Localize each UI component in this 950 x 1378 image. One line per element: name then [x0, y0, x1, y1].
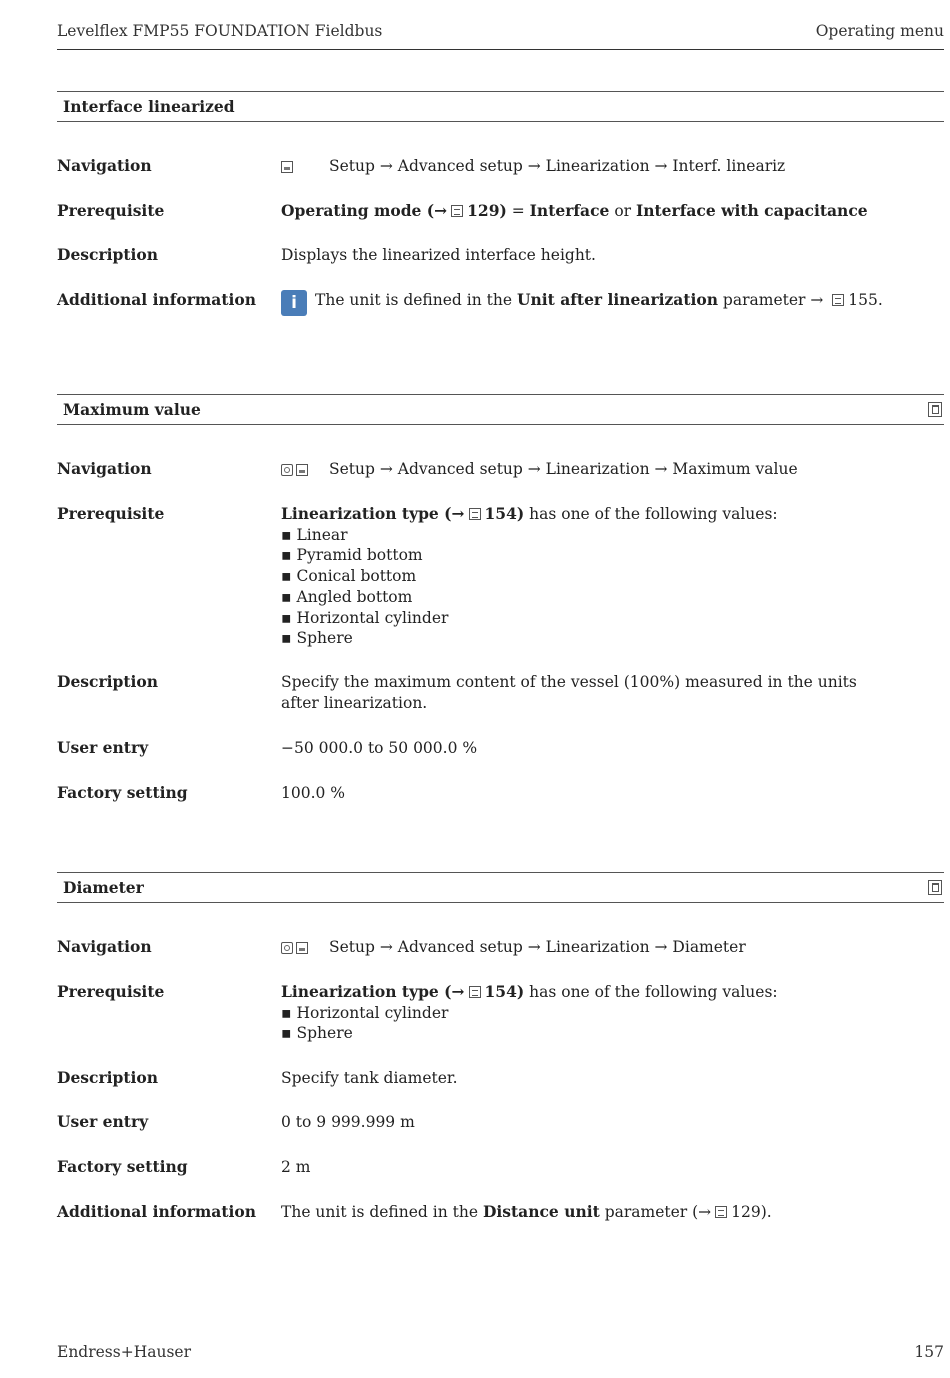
page-ref-icon: [715, 1206, 727, 1218]
display-icon: [296, 464, 308, 476]
list-item: ▪ Sphere: [281, 628, 944, 649]
display-icon: [281, 161, 293, 173]
lock-icon: [928, 880, 942, 895]
row-description: Description Specify tank diameter.: [57, 1068, 458, 1087]
section-maximum-value-title: Maximum value: [57, 394, 944, 425]
page-number: 157: [914, 1343, 944, 1361]
row-navigation: Navigation Setup → Advanced setup → Linearization → Maximum value: [57, 459, 798, 478]
section-interface-linearized-title: Interface linearized: [57, 91, 944, 122]
list-item: ▪ Pyramid bottom: [281, 545, 944, 566]
row-additional-info: Additional information i The unit is defined in the Unit after linearization parameter → 155.: [57, 290, 944, 316]
row-navigation: Navigation Setup → Advanced setup → Linearization → Interf. lineariz: [57, 156, 786, 175]
list-item: ▪ Angled bottom: [281, 587, 944, 608]
section-diameter-title: Diameter: [57, 872, 944, 903]
row-description: Description Displays the linearized interface height.: [57, 245, 596, 264]
header-title: Levelflex FMP55 FOUNDATION Fieldbus: [57, 22, 383, 40]
row-prerequisite: Prerequisite Operating mode (→ 129) = Interface or Interface with capacitance: [57, 201, 868, 220]
page-ref-icon: [451, 205, 463, 217]
value-list: [281, 525, 944, 649]
page-ref-icon: [469, 508, 481, 520]
list-item: ▪ Horizontal cylinder: [281, 1003, 944, 1024]
list-item: ▪ Conical bottom: [281, 566, 944, 587]
row-user-entry: User entry −50 000.0 to 50 000.0 %: [57, 738, 478, 757]
row-additional-info: Additional information The unit is defined in the Distance unit parameter (→ 129).: [57, 1202, 772, 1221]
lock-icon: [928, 402, 942, 417]
list-item: ▪ Horizontal cylinder: [281, 608, 944, 629]
page-ref-icon: [832, 294, 844, 306]
row-prerequisite: Prerequisite Linearization type (→ 154) has one of the following values: ▪ Linear ▪ Pyramid bottom ▪ Conical bottom ▪ Angled bottom ▪ Horizontal cylinder ▪ Sphere: [57, 504, 944, 649]
row-factory-setting: Factory setting 100.0 %: [57, 783, 346, 802]
display-icon: [296, 942, 308, 954]
info-icon: i: [281, 290, 307, 316]
operating-tool-icon: [281, 464, 293, 476]
row-navigation: Navigation Setup → Advanced setup → Linearization → Diameter: [57, 937, 746, 956]
operating-tool-icon: [281, 942, 293, 954]
row-prerequisite: Prerequisite Linearization type (→ 154) has one of the following values: ▪ Horizontal cylinder ▪ Sphere: [57, 982, 944, 1044]
row-description: Description Specify the maximum content of the vessel (100%) measured in the units after linearization.: [57, 672, 857, 712]
footer-company: Endress+Hauser: [57, 1343, 191, 1361]
page-ref-icon: [469, 986, 481, 998]
list-item: ▪ Sphere: [281, 1023, 944, 1044]
header-section: Operating menu: [815, 22, 944, 40]
value-list: [281, 1003, 944, 1044]
row-user-entry: User entry 0 to 9 999.999 m: [57, 1112, 415, 1131]
row-factory-setting: Factory setting 2 m: [57, 1157, 311, 1176]
list-item: ▪ Linear: [281, 525, 944, 546]
page-header: [57, 22, 944, 50]
page-footer: [57, 1343, 944, 1361]
